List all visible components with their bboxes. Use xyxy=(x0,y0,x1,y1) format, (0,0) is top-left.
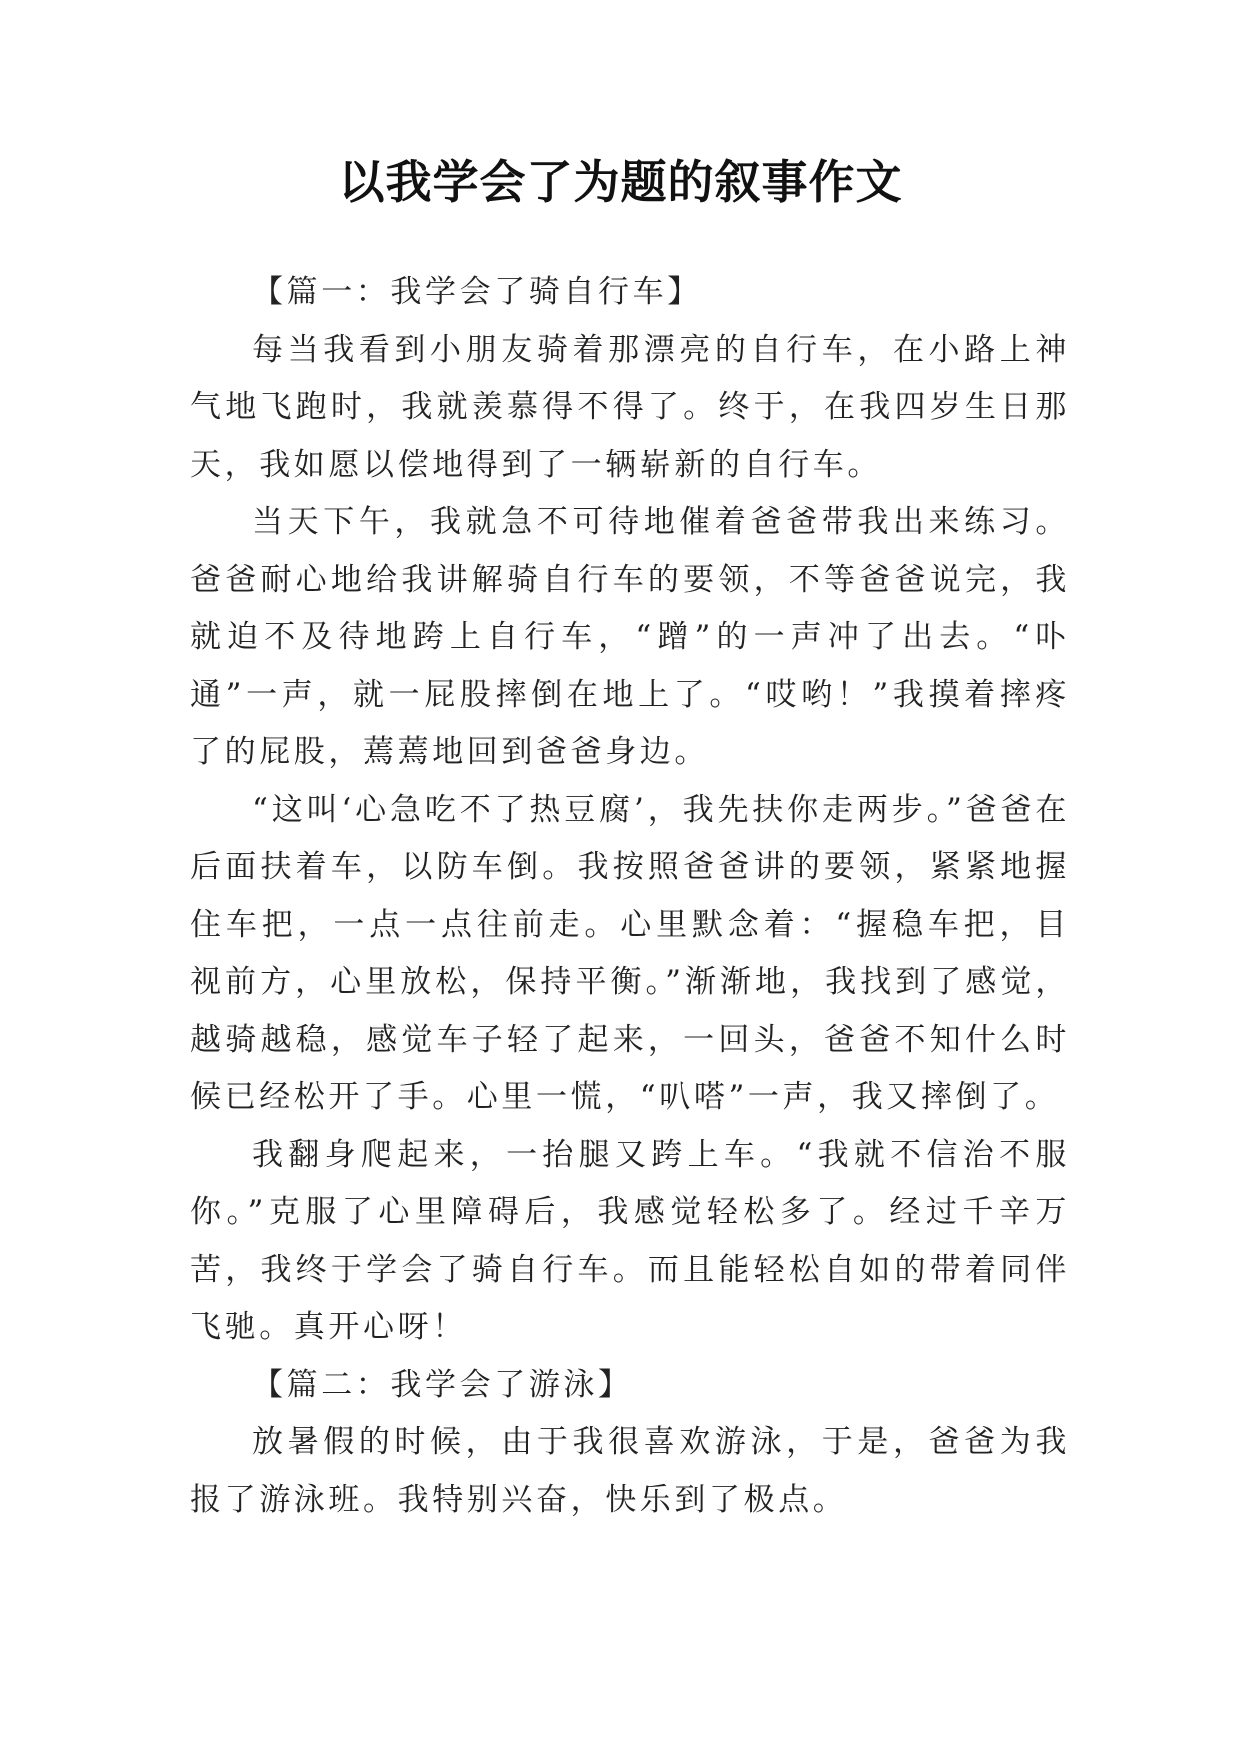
paragraph: 我翻身爬起来，一抬腿又跨上车。“我就不信治不服你。”克服了心里障碍后，我感觉轻松多了。经过千辛万苦，我终于学会了骑自行车。而且能轻松自如的带着同伴飞驰。真开心呀！ xyxy=(190,1136,1070,1345)
section-heading-1: 【篇一：我学会了骑自行车】 xyxy=(252,274,702,310)
paragraph: 当天下午，我就急不可待地催着爸爸带我出来练习。爸爸耐心地给我讲解骑自行车的要领，不等爸爸说完，我就迫不及待地跨上自行车，“蹭”的一声冲了出去。“卟通”一声，就一屁股摔倒在地上了。“哎哟！”我摸着摔疼了的屁股，蔫蔫地回到爸爸身边。 xyxy=(190,504,1070,770)
document-title: 以我学会了为题的叙事作文 xyxy=(338,155,903,209)
section-heading-2: 【篇二：我学会了游泳】 xyxy=(252,1366,633,1403)
paragraph: 每当我看到小朋友骑着那漂亮的自行车，在小路上神气地飞跑时，我就羡慕得不得了。终于，在我四岁生日那天，我如愿以偿地得到了一辆崭新的自行车。 xyxy=(190,331,1070,483)
document-body xyxy=(190,264,1070,1529)
paragraph: 放暑假的时候，由于我很喜欢游泳，于是，爸爸为我报了游泳班。我特别兴奋，快乐到了极点。 xyxy=(190,1424,1070,1518)
paragraph: “这叫‘心急吃不了热豆腐’，我先扶你走两步。”爸爸在后面扶着车，以防车倒。我按照爸爸讲的要领，紧紧地握住车把，一点一点往前走。心里默念着：“握稳车把，目视前方，心里放松，保持平衡。”渐渐地，我找到了感觉，越骑越稳，感觉车子轻了起来，一回头，爸爸不知什么时候已经松开了手。心里一慌，“叭嗒”一声，我又摔倒了。 xyxy=(190,791,1070,1115)
